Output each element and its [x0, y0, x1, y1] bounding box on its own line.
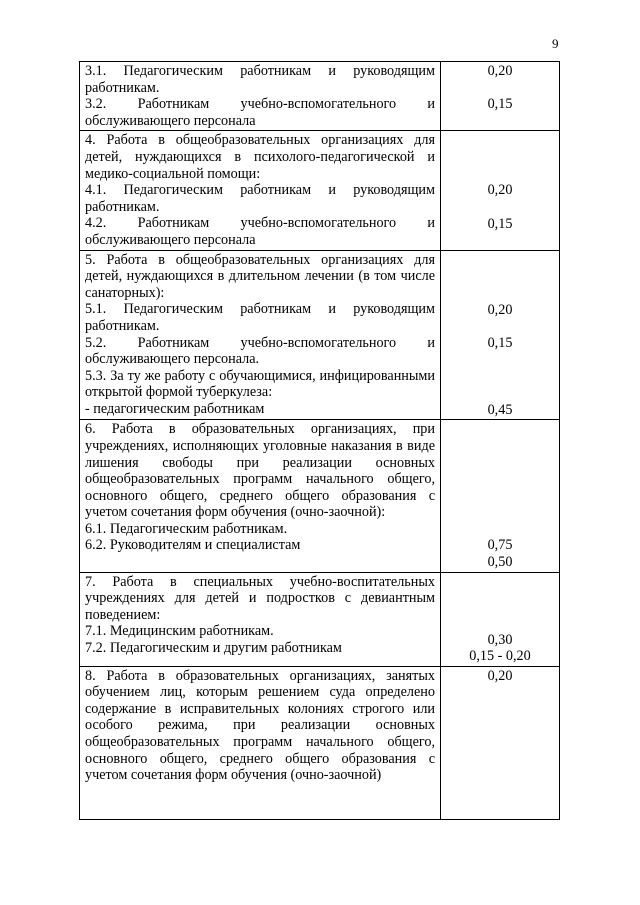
list-item: 3.1. Педагогическим работникам и руководящим работникам.	[85, 63, 435, 96]
list-item: 5.3. За ту же работу с обучающимися, инфицированными открытой формой туберкулеза:	[85, 367, 435, 401]
value-cell	[441, 62, 560, 131]
table-row	[80, 666, 560, 819]
value-cell	[441, 250, 560, 420]
description-cell	[80, 666, 441, 819]
section-heading: 8. Работа в образовательных организациях, занятых обучением лиц, которым решением суда определено содержание в исправительных колониях строгого или особого режима, при реализации основных общеобразовательных программ начального общего, основного общего, среднего общего образования с учетом сочетания форм обучения (очно-заочной)	[85, 667, 435, 784]
list-item: 6.2. Руководителям и специалистам	[85, 537, 301, 554]
coefficient-value: 0,75	[487, 537, 513, 554]
coefficient-value: 0,15 - 0,20	[469, 648, 531, 665]
table-row	[80, 62, 560, 131]
section-heading: 5. Работа в общеобразовательных организациях для детей, нуждающихся в длительном лечении (в том числе санаторных):	[85, 251, 435, 301]
value-cell	[441, 420, 560, 572]
coefficient-value: 0,15	[487, 335, 513, 352]
list-item: 3.2. Работникам учебно-вспомогательного и обслуживающего персонала	[85, 96, 435, 129]
list-item: - педагогическим работникам	[85, 400, 265, 417]
section-heading: 6. Работа в образовательных организациях, при учреждениях, исполняющих уголовные наказания в виде лишения свободы при реализации основных общеобразовательных программ начального общего, основного общего, среднего общего образования с учетом сочетания форм обучения (очно-заочной):	[85, 421, 435, 521]
description-cell	[80, 62, 441, 131]
table-row	[80, 250, 560, 420]
description-cell	[80, 572, 441, 666]
list-item: 4.2. Работникам учебно-вспомогательного и обслуживающего персонала	[85, 215, 435, 248]
coefficient-value: 0,45	[487, 401, 513, 418]
list-item: 7.2. Педагогическим и другим работникам	[85, 639, 342, 656]
value-cell	[441, 572, 560, 666]
list-item: 5.2. Работникам учебно-вспомогательного и обслуживающего персонала.	[85, 334, 435, 368]
coefficient-value: 0,20	[487, 182, 513, 199]
section-heading: 4. Работа в общеобразовательных организациях для детей, нуждающихся в психолого-педагогической и медико-социальной помощи:	[85, 132, 435, 182]
table-row	[80, 572, 560, 666]
list-item: 6.1. Педагогическим работникам.	[85, 520, 288, 537]
description-cell	[80, 250, 441, 420]
value-cell	[441, 666, 560, 819]
list-item: 7.1. Медицинским работникам.	[85, 623, 274, 640]
coefficient-value: 0,15	[487, 215, 513, 232]
description-cell	[80, 131, 441, 250]
coefficient-value: 0,20	[487, 667, 513, 684]
description-cell	[80, 420, 441, 572]
list-item: 5.1. Педагогическим работникам и руководящим работникам.	[85, 301, 435, 334]
coefficient-value: 0,20	[487, 63, 513, 79]
coefficient-value: 0,50	[487, 553, 513, 570]
table-row	[80, 420, 560, 572]
value-cell	[441, 131, 560, 250]
coefficient-value: 0,30	[487, 631, 513, 648]
coefficients-table	[79, 61, 560, 820]
table-row	[80, 131, 560, 250]
page-number: 9	[552, 36, 559, 51]
coefficient-value: 0,15	[487, 95, 513, 112]
coefficient-value: 0,20	[487, 301, 513, 318]
list-item: 4.1. Педагогическим работникам и руководящим работникам.	[85, 182, 435, 215]
section-heading: 7. Работа в специальных учебно-воспитательных учреждениях для детей и подростков с девиантным поведением:	[85, 573, 435, 623]
